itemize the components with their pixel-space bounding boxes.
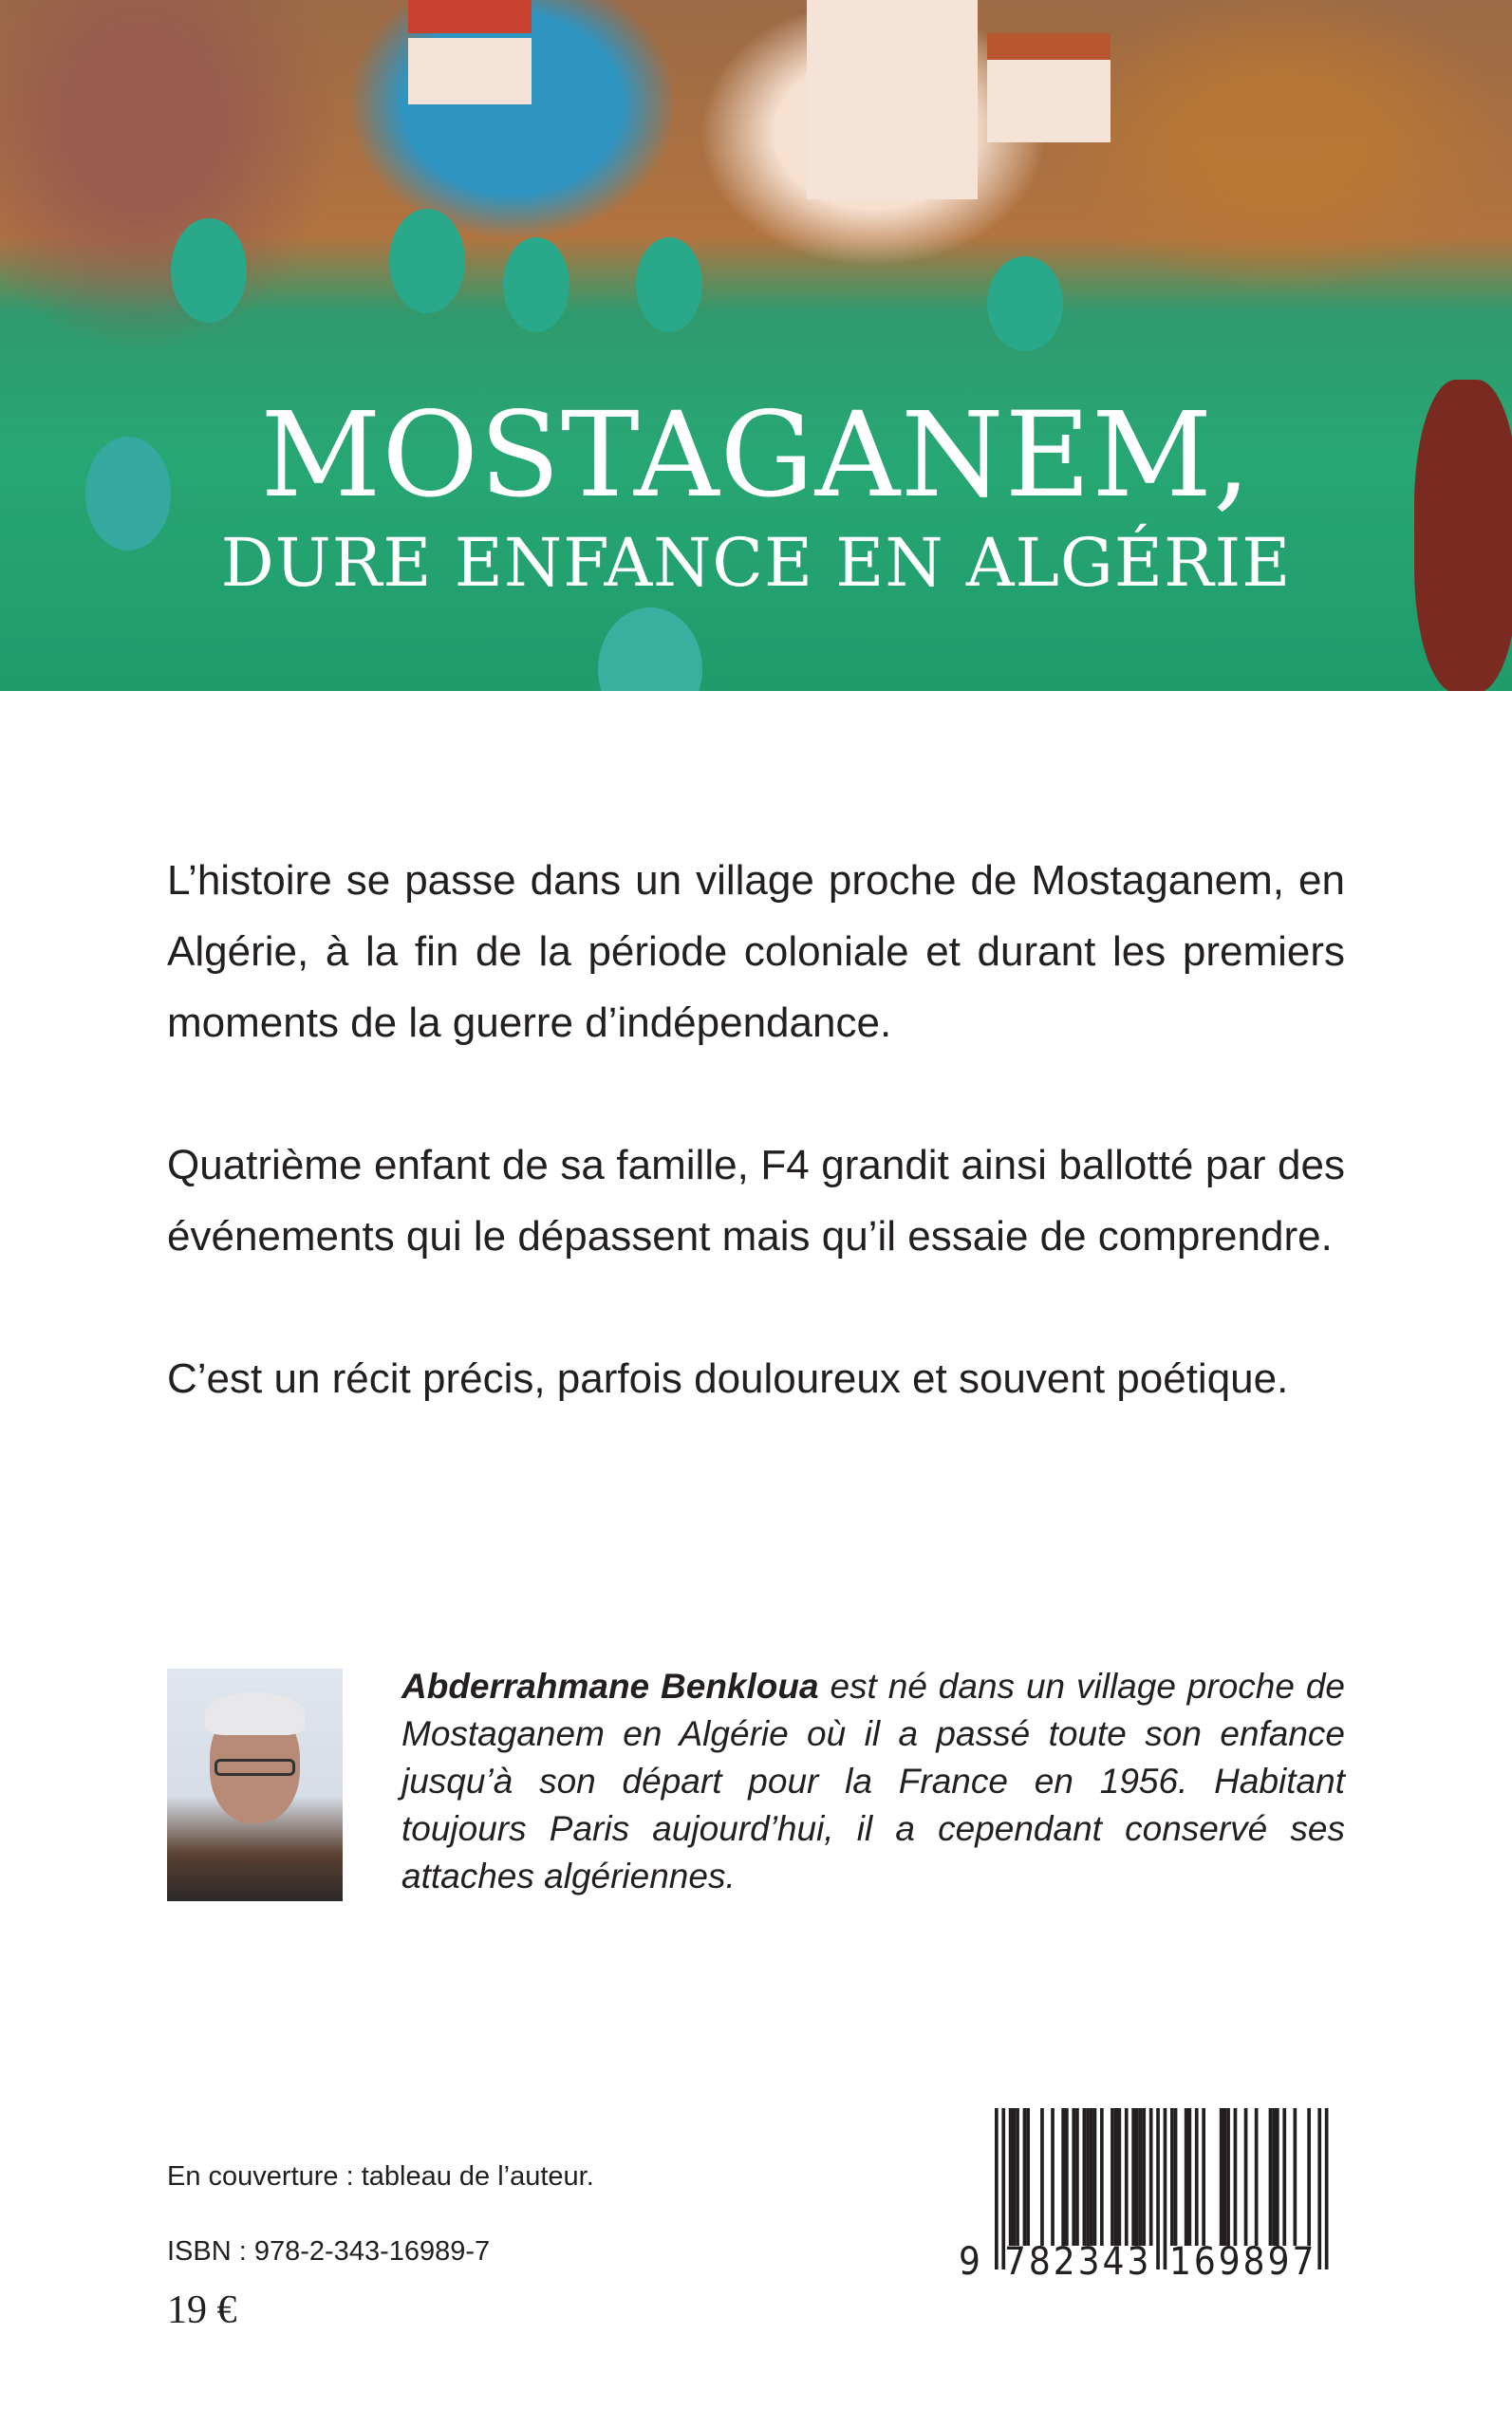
barcode-bar [1195, 2108, 1199, 2246]
barcode-bar [1188, 2108, 1192, 2246]
price: 19 € [167, 2288, 237, 2332]
barcode-bar [1051, 2108, 1055, 2246]
barcode-bar [1125, 2108, 1129, 2246]
barcode-bar [1272, 2108, 1276, 2246]
barcode-bar [1149, 2108, 1153, 2246]
barcode-bar [1226, 2108, 1230, 2246]
glasses-icon [215, 1759, 295, 1776]
barcode-bar [1016, 2108, 1019, 2246]
barcode-bar [1220, 2108, 1223, 2246]
painting-tree [598, 607, 702, 691]
barcode-bar [1202, 2108, 1205, 2246]
barcode-bar [1185, 2108, 1188, 2246]
barcode-bar [1223, 2108, 1227, 2246]
isbn: ISBN : 978-2-343-16989-7 [167, 2236, 491, 2267]
barcode-right-digits: 169897 [1169, 2240, 1317, 2284]
painting-roof [987, 33, 1111, 60]
author-bio-text: est né dans un village proche de Mostaganem en Algérie où il a passé toute son enfance jusqu’à son départ pour la France en 1956. Habitant toujours Paris aujourd’hui, il a cependant conservé ses attaches algériennes. [401, 1667, 1345, 1895]
painting-house [987, 57, 1111, 142]
barcode-bar [1026, 2108, 1030, 2246]
barcode-bar [1111, 2108, 1114, 2246]
barcode-bar [1090, 2108, 1093, 2246]
barcode-bar [1269, 2108, 1273, 2246]
barcode-bar [1276, 2108, 1279, 2246]
painting-tree [503, 237, 569, 332]
barcode-bar [1083, 2108, 1087, 2246]
barcode-bar [1009, 2108, 1013, 2246]
barcode-bar [1061, 2108, 1065, 2246]
barcode-bar [1156, 2108, 1160, 2269]
painting-tree [987, 256, 1063, 351]
barcode-bar [1142, 2108, 1146, 2246]
barcode-bar [1164, 2108, 1167, 2269]
book-title: MOSTAGANEM, [260, 387, 1252, 524]
barcode-left-digits: 782343 [1004, 2240, 1152, 2284]
barcode-bar [1093, 2108, 1097, 2246]
barcode-bar [1086, 2108, 1090, 2246]
barcode-bar [1170, 2108, 1174, 2246]
barcode-bar [1255, 2108, 1259, 2246]
author-name: Abderrahmane Benkloua [401, 1667, 819, 1706]
barcode-bar [1135, 2108, 1139, 2246]
barcode-bar [995, 2108, 999, 2269]
barcode-bar [1072, 2108, 1075, 2246]
barcode-bar [1307, 2108, 1311, 2246]
painting-tree [636, 237, 702, 332]
cover-painting [0, 0, 1512, 691]
barcode-bar [1075, 2108, 1079, 2246]
barcode-bar [1023, 2108, 1027, 2246]
barcode-bar [1013, 2108, 1017, 2246]
barcode-bar [1139, 2108, 1143, 2246]
barcode-first-digit: 9 [959, 2240, 980, 2284]
painting-roof [408, 0, 532, 33]
painting-tree [171, 218, 247, 323]
author-bio [401, 1663, 1345, 1900]
barcode-bar [1174, 2108, 1178, 2246]
barcode-bar [1282, 2108, 1286, 2246]
painting-house [807, 0, 978, 199]
painting-tree [389, 209, 465, 313]
barcode-bar [1244, 2108, 1248, 2246]
summary-paragraph: Quatrième enfant de sa famille, F4 grandit ainsi ballotté par des événements qui le dépassent mais qu’il essaie de comprendre. [167, 1142, 1345, 1260]
barcode-bar [1118, 2108, 1122, 2246]
cover-credit: En couverture : tableau de l’auteur. [167, 2161, 594, 2192]
summary-paragraph: L’histoire se passe dans un village proche de Mostaganem, en Algérie, à la fin de la période coloniale et durant les premiers moments de la guerre d’indépendance. [167, 857, 1345, 1046]
summary-paragraph: C’est un récit précis, parfois douloureux et souvent poétique. [167, 1355, 1289, 1402]
barcode-bar [1317, 2108, 1321, 2269]
barcode-bar [1114, 2108, 1118, 2246]
barcode-bar [1234, 2108, 1238, 2246]
barcode-bar [1325, 2108, 1329, 2269]
barcode-bar [1040, 2108, 1044, 2246]
book-subtitle: DURE ENFANCE EN ALGÉRIE [220, 524, 1292, 602]
barcode-bar [1294, 2108, 1297, 2246]
summary [167, 845, 1345, 1485]
painting-house [408, 38, 532, 104]
barcode-bar [1131, 2108, 1135, 2246]
barcode-bar [1100, 2108, 1104, 2246]
author-photo [167, 1669, 343, 1901]
barcode-bar [1065, 2108, 1069, 2246]
author-hair [205, 1692, 305, 1735]
